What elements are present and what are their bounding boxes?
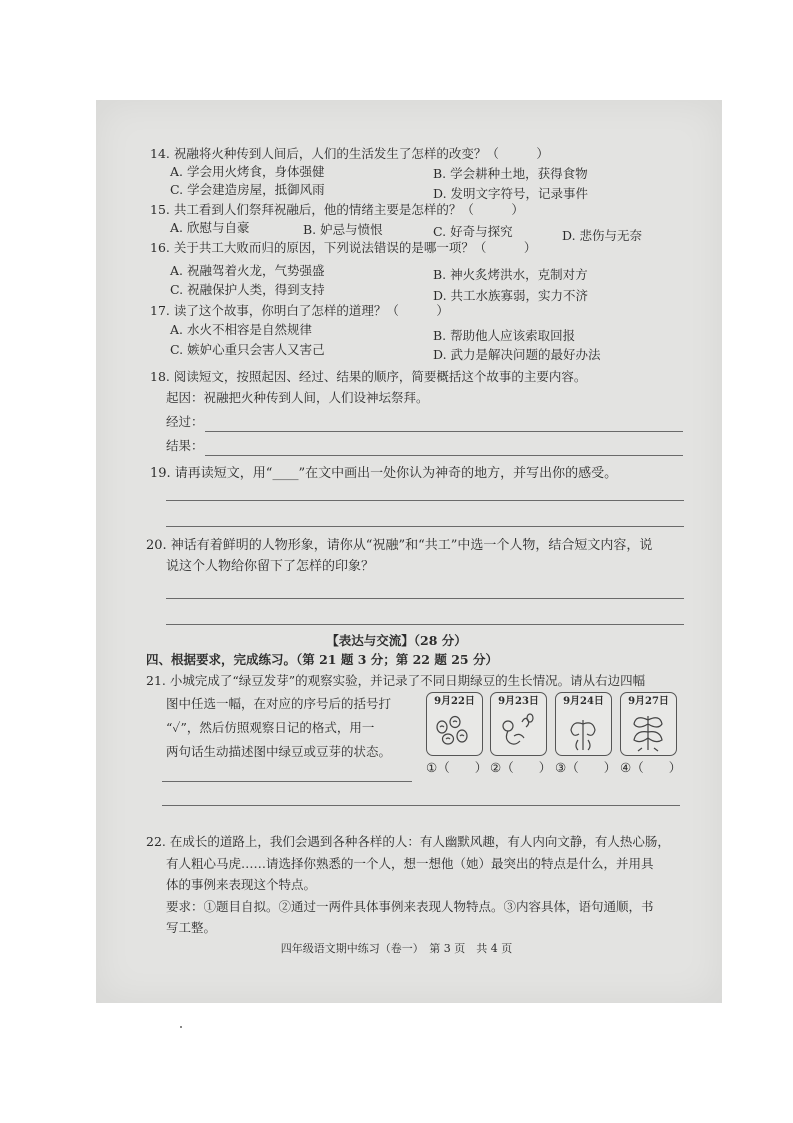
question-14-option-d: D. 发明文字符号，记录事件 (433, 186, 589, 201)
question-14-stem: 14. 祝融将火种传到人间后，人们的生活发生了怎样的改变？（ ） (150, 146, 549, 161)
bean-card-1-date: 9月22日 (434, 696, 475, 707)
question-15-option-d: D. 悲伤与无奈 (562, 228, 643, 243)
question-21-answer-line-1[interactable] (162, 781, 412, 782)
question-20-answer-line-2[interactable] (166, 624, 684, 625)
question-22-line-2: 有人粗心马虎……请选择你熟悉的一个人，想一想他（她）最突出的特点是什么，并用具 (166, 856, 654, 871)
question-16-option-c: C. 祝融保护人类，得到支持 (170, 282, 325, 297)
bean-seedling-icon (559, 710, 609, 752)
question-20-stem-line-2: 说这个人物给你留下了怎样的印象？ (166, 559, 375, 574)
question-14-option-a: A. 学会用火烤食，身体强健 (170, 164, 325, 179)
question-16-option-d: D. 共工水族寡弱，实力不济 (433, 288, 589, 303)
bean-card-4-answer-slot[interactable]: ④（ ） (620, 760, 682, 775)
question-14-option-b: B. 学会耕种土地，获得食物 (433, 166, 588, 181)
speck (180, 1026, 182, 1028)
question-22-line-3: 体的事例来表现这个特点。 (166, 877, 317, 892)
question-18-cause: 起因：祝融把火种传到人间，人们设神坛祭拜。 (166, 390, 429, 405)
bean-card-3 (555, 692, 612, 756)
question-16-stem: 16. 关于共工大败而归的原因，下列说法错误的是哪一项？（ ） (150, 240, 537, 255)
question-18-result-label: 结果： (166, 438, 204, 453)
question-18-process-label: 经过： (166, 414, 204, 429)
question-19-stem: 19. 请再读短文，用“____”在文中画出一处你认为神奇的地方，并写出你的感受。 (150, 466, 618, 481)
question-21-line-3: “✓”，然后仿照观察日记的格式，用一 (166, 720, 375, 735)
question-15-option-b: B. 妒忌与愤恨 (303, 222, 383, 237)
question-15-stem: 15. 共工看到人们祭拜祝融后，他的情绪主要是怎样的？（ ） (150, 202, 524, 217)
question-20-answer-line-1[interactable] (166, 598, 684, 599)
question-21-line-2: 图中任选一幅，在对应的序号后的括号打 (166, 696, 392, 711)
bean-card-2-date: 9月23日 (498, 696, 539, 707)
bean-card-3-answer-slot[interactable]: ③（ ） (555, 760, 617, 775)
bean-card-3-date: 9月24日 (563, 696, 604, 707)
question-16-option-a: A. 祝融驾着火龙，气势强盛 (170, 263, 325, 278)
question-17-stem: 17. 读了这个故事，你明白了怎样的道理？（ ） (150, 303, 449, 318)
bean-card-2-answer-slot[interactable]: ②（ ） (490, 760, 552, 775)
question-21-line-4: 两句话生动描述图中绿豆或豆芽的状态。 (166, 744, 392, 759)
question-19-answer-line-2[interactable] (166, 526, 684, 527)
question-18-result-line[interactable] (205, 455, 683, 456)
bean-card-1-answer-slot[interactable]: ①（ ） (426, 760, 488, 775)
question-17-option-b: B. 帮助他人应该索取回报 (433, 328, 576, 343)
question-22-line-1: 22. 在成长的道路上，我们会遇到各种各样的人：有人幽默风趣，有人内向文静，有人热心肠， (146, 834, 670, 849)
bean-card-1 (426, 692, 483, 756)
question-21-answer-line-2[interactable] (162, 805, 680, 806)
question-15-option-a: A. 欣慰与自豪 (170, 220, 250, 235)
question-16-option-b: B. 神火炙烤洪水，克制对方 (433, 267, 588, 282)
bean-card-4-date: 9月27日 (628, 696, 669, 707)
question-19-answer-line-1[interactable] (166, 500, 684, 501)
bean-sprouting-icon (494, 710, 544, 752)
question-22-requirements-line-2: 写工整。 (166, 920, 217, 935)
question-21-line-1: 21. 小城完成了“绿豆发芽”的观察实验，并记录了不同日期绿豆的生长情况。请从右边四幅 (146, 673, 646, 688)
bean-card-2 (490, 692, 547, 756)
question-17-option-d: D. 武力是解决问题的最好办法 (433, 347, 601, 362)
question-14-option-c: C. 学会建造房屋，抵御风雨 (170, 182, 325, 197)
section-title: 【表达与交流】（28 分） (326, 633, 467, 648)
question-15-option-c: C. 好奇与探究 (433, 224, 513, 239)
bean-seeds-icon (430, 710, 480, 752)
question-18-process-line[interactable] (205, 431, 683, 432)
question-22-requirements-line-1: 要求：①题目自拟。②通过一两件具体事例来表现人物特点。③内容具体，语句通顺，书 (166, 899, 654, 914)
bean-sprout-grown-icon (624, 710, 674, 752)
question-17-option-c: C. 嫉妒心重只会害人又害己 (170, 342, 325, 357)
question-20-stem-line-1: 20. 神话有着鲜明的人物形象，请你从“祝融”和“共工”中选一个人物，结合短文内容，说 (146, 538, 653, 553)
bean-card-4 (620, 692, 677, 756)
question-17-option-a: A. 水火不相容是自然规律 (170, 322, 312, 337)
part-four-heading: 四、根据要求，完成练习。（第 21 题 3 分；第 22 题 25 分） (146, 652, 498, 667)
page-footer: 四年级语文期中练习（卷一） 第 3 页 共 4 页 (280, 942, 513, 955)
question-18-stem: 18. 阅读短文，按照起因、经过、结果的顺序，简要概括这个故事的主要内容。 (150, 369, 587, 384)
